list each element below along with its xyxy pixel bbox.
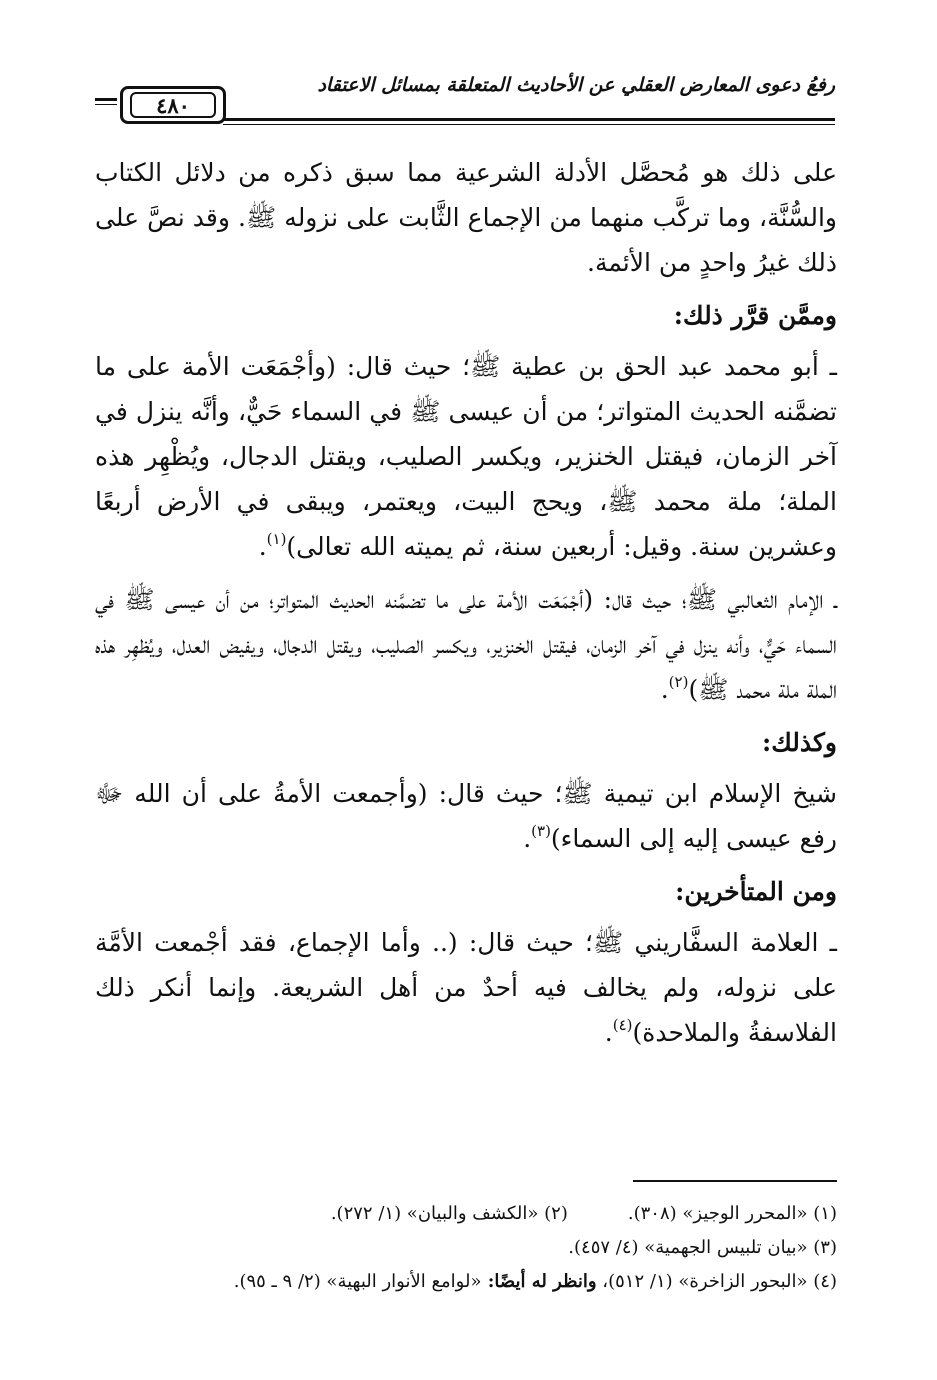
main-text <box>95 150 837 1063</box>
end-mark: . <box>523 824 532 853</box>
quote-thaalibi <box>95 577 837 712</box>
footnotes <box>95 1197 837 1299</box>
end-mark: . <box>258 532 267 561</box>
footnote-ref: (٣) <box>531 822 551 840</box>
footnote-3: (٣) «بيان تلبيس الجهمية» (٤/ ٤٥٧). <box>568 1237 837 1258</box>
section-heading: وكذلك: <box>761 728 837 757</box>
end-mark: . <box>604 1018 613 1047</box>
page-number: ٤٨٠ <box>130 92 216 118</box>
footnote-2: (٢) «الكشف والبيان» (١/ ٢٧٢). <box>330 1203 568 1224</box>
footnote-row <box>95 1197 837 1231</box>
running-title: رفعُ دعوى المعارض العقلي عن الأحاديث المتعلقة بمسائل الاعتقاد <box>317 74 835 96</box>
footnote-4-part-a: (٤) «البحور الزاخرة» (١/ ٥١٢)، <box>596 1271 837 1292</box>
quote-saffarini <box>95 920 837 1055</box>
quote-ibn-atiyyah <box>95 344 837 569</box>
page-number-frame <box>120 86 226 124</box>
section-heading: وممَّن قرَّر ذلك: <box>673 301 837 330</box>
footnote-separator <box>633 1180 837 1182</box>
quote-text: ـ أبو محمد عبد الحق بن عطية ﷺ؛ حيث قال: (وأجْمَعَت الأمة على ما تضمَّنه الحديث المتواتر؛ من أن عيسى ﷺ في السماء حَيٌّ، وأنَّه ينزل في آخر الزمان، فيقتل الخنزير، ويكسر الصليب، ويقتل الدجال، ويُظْهِر هذه الملة؛ ملة محمد ﷺ، ويحج البيت، ويعتمر، ويبقى في الأرض أربعًا وعشرين سنة. وقيل: أربعين سنة، ثم يميته الله تعالى) <box>95 352 837 561</box>
footnote-ref: (١) <box>266 530 287 548</box>
quote-text: شيخ الإسلام ابن تيمية ﷺ؛ حيث قال: (وأجمعت الأمةُ على أن الله ﷻ رفع عيسى إليه إلى السماء) <box>95 779 837 853</box>
paragraph-intro <box>95 150 837 285</box>
section-heading: ومن المتأخرين: <box>675 877 837 906</box>
footnote-4-part-b: وانظر له أيضًا: <box>481 1271 597 1292</box>
footnote-ref: (٤) <box>612 1016 633 1034</box>
header-rule-left-thin <box>95 104 117 105</box>
header-rule-right <box>223 118 835 121</box>
footnote-row <box>95 1231 837 1265</box>
page-header <box>95 74 835 120</box>
footnote-row <box>95 1265 837 1299</box>
footnote-4-part-c: «لوامع الأنوار البهية» (٢/ ٩ ـ ٩٥). <box>233 1271 482 1292</box>
header-rule-left <box>95 98 117 101</box>
quote-text: ـ الإمام الثعالبي ﷺ؛ حيث قال: (أجْمَعَت الأمة على ما تضمَّنه الحديث المتواتر؛ من أن عيسى ﷺ في السماء حَيٌّ، وأنه ينزل في آخر الزمان، فيقتل الخنزير، ويكسر الصليب، ويقتل الدجال، ويفيض العدل، ويُظهِر هذه الملة ملة محمد ﷺ) <box>95 585 837 704</box>
quote-text: ـ العلامة السفَّاريني ﷺ؛ حيث قال: (.. وأما الإجماع، فقد أجْمعت الأمَّة على نزوله، ولم يخالف فيه أحدٌ من أهل الشريعة. وإنما أنكر ذلك الفلاسفةُ والملاحدة) <box>95 928 837 1047</box>
footnote-4 <box>234 1265 837 1299</box>
paragraph-text: على ذلك هو مُحصَّل الأدلة الشرعية مما سبق ذكره من دلائل الكتاب والسُّنَّة، وما تركَّب منهما من الإجماع الثَّابت على نزوله ﷺ. وقد نصَّ على ذلك غيرُ واحدٍ من الأئمة. <box>95 158 837 277</box>
quote-ibn-taymiyyah <box>95 771 837 861</box>
header-rule-right-thin <box>223 124 835 125</box>
footnote-1: (١) «المحرر الوجيز» (٣٠٨). <box>627 1203 837 1224</box>
footnote-ref: (٢) <box>668 673 689 691</box>
end-mark: . <box>660 675 669 704</box>
